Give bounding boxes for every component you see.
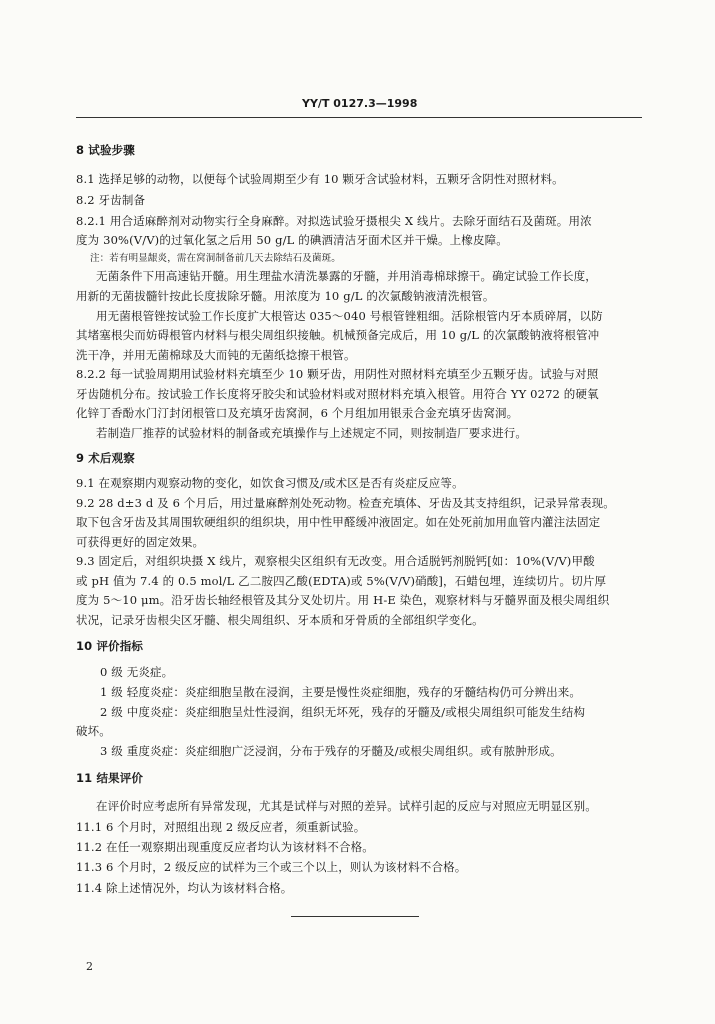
standard-header: YY/T 0127.3—1998 [302,97,418,110]
section-heading: 9 术后观察 [76,451,135,465]
text-line: 可获得更好的固定效果。 [76,535,205,549]
text-line: 11.1 6 个月时，对照组出现 2 级反应者，须重新试验。 [76,820,366,834]
section-heading: 10 评价指标 [76,639,144,653]
note-line: 注：若有明显龈炎，需在窝洞制备前几天去除结石及菌斑。 [90,253,341,264]
text-line: 11.3 6 个月时，2 级反应的试样为三个或三个以上，则认为该材料不合格。 [76,860,467,874]
text-line: 9.3 固定后，对组织块摄 X 线片，观察根尖区组织有无改变。用合适脱钙剂脱钙[如：10%(V/V)甲酸 [76,554,595,568]
text-line: 状况，记录牙齿根尖区牙髓、根尖周组织、牙本质和牙骨质的全部组织学变化。 [76,613,484,627]
text-line: 其堵塞根尖而妨碍根管内材料与根尖周组织接触。机械预备完成后，用 10 g/L 的次氯酸钠液将根管冲 [76,328,600,342]
text-line: 9.1 在观察期内观察动物的变化，如饮食习惯及/或术区是否有炎症反应等。 [76,476,464,490]
text-line: 8.2 牙齿制备 [76,193,146,207]
text-line: 无菌条件下用高速钻开髓。用生理盐水清洗暴露的牙髓，并用消毒棉球擦干。确定试验工作长度， [96,269,597,283]
grade-line: 0 级 无炎症。 [100,665,174,679]
text-line: 取下包含牙齿及其周围软硬组织的组织块，用中性甲醛缓冲液固定。如在处死前加用血管内灌注法固定 [76,515,601,529]
grade-line: 1 级 轻度炎症：炎症细胞呈散在浸润，主要是慢性炎症细胞，残存的牙髓结构仍可分辨出来。 [100,685,582,699]
page-number: 2 [86,960,93,973]
text-line: 8.2.2 每一试验周期用试验材料充填至少 10 颗牙齿，用阴性对照材料充填至少五颗牙齿。试验与对照 [76,367,599,381]
text-line: 牙齿随机分布。按试验工作长度将牙胶尖和试验材料或对照材料充填入根管。用符合 YY 0272 的硬氧 [76,387,599,401]
text-line: 在评价时应考虑所有异常发现，尤其是试样与对照的差异。试样引起的反应与对照应无明显区别。 [96,799,597,813]
text-line: 或 pH 值为 7.4 的 0.5 mol/L 乙二胺四乙酸(EDTA)或 5%(V/V)硝酸]，石蜡包埋，连续切片。切片厚 [76,574,607,588]
text-line: 11.4 除上述情况外，均认为该材料合格。 [76,881,293,895]
text-line: 化锌丁香酚水门汀封闭根管口及充填牙齿窝洞，6 个月组加用银汞合金充填牙齿窝洞。 [76,406,519,420]
text-line: 用无菌根管锉按试验工作长度扩大根管达 035～040 号根管锉粗细。活除根管内牙本质碎屑，以防 [96,309,603,323]
text-line: 用新的无菌拔髓针按此长度拔除牙髓。用浓度为 10 g/L 的次氯酸钠液清洗根管。 [76,289,495,303]
section-heading: 8 试验步骤 [76,143,135,157]
grade-line: 3 级 重度炎症：炎症细胞广泛浸润，分布于残存的牙髓及/或根尖周组织。或有脓肿形成。 [100,744,562,758]
text-line: 8.1 选择足够的动物，以便每个试验周期至少有 10 颗牙含试验材料，五颗牙含阴性对照材料。 [76,172,564,186]
footer-rule [291,916,419,917]
text-line: 9.2 28 d±3 d 及 6 个月后，用过量麻醉剂处死动物。检查充填体、牙齿及其支持组织，记录异常表现。 [76,496,615,510]
section-heading: 11 结果评价 [76,771,144,785]
text-line: 若制造厂推荐的试验材料的制备或充填操作与上述规定不同，则按制造厂要求进行。 [96,426,528,440]
header-rule [76,117,642,118]
text-line: 11.2 在任一观察期出现重度反应者均认为该材料不合格。 [76,840,374,854]
text-line: 度为 30%(V/V)的过氧化氢之后用 50 g/L 的碘酒清洁牙面术区并干燥。上橡皮障。 [76,233,508,247]
text-line: 度为 5～10 μm。沿牙齿长轴经根管及其分叉处切片。用 H-E 染色，观察材料与牙髓界面及根尖周组织 [76,593,610,607]
text-line: 洗干净，并用无菌棉球及大而钝的无菌纸捻擦干根管。 [76,348,356,362]
text-line: 破坏。 [76,724,111,738]
grade-line: 2 级 中度炎症：炎症细胞呈灶性浸润，组织无坏死，残存的牙髓及/或根尖周组织可能发生结构 [100,705,586,719]
text-line: 8.2.1 用合适麻醉剂对动物实行全身麻醉。对拟选试验牙摄根尖 X 线片。去除牙面结石及菌斑。用浓 [76,214,592,228]
